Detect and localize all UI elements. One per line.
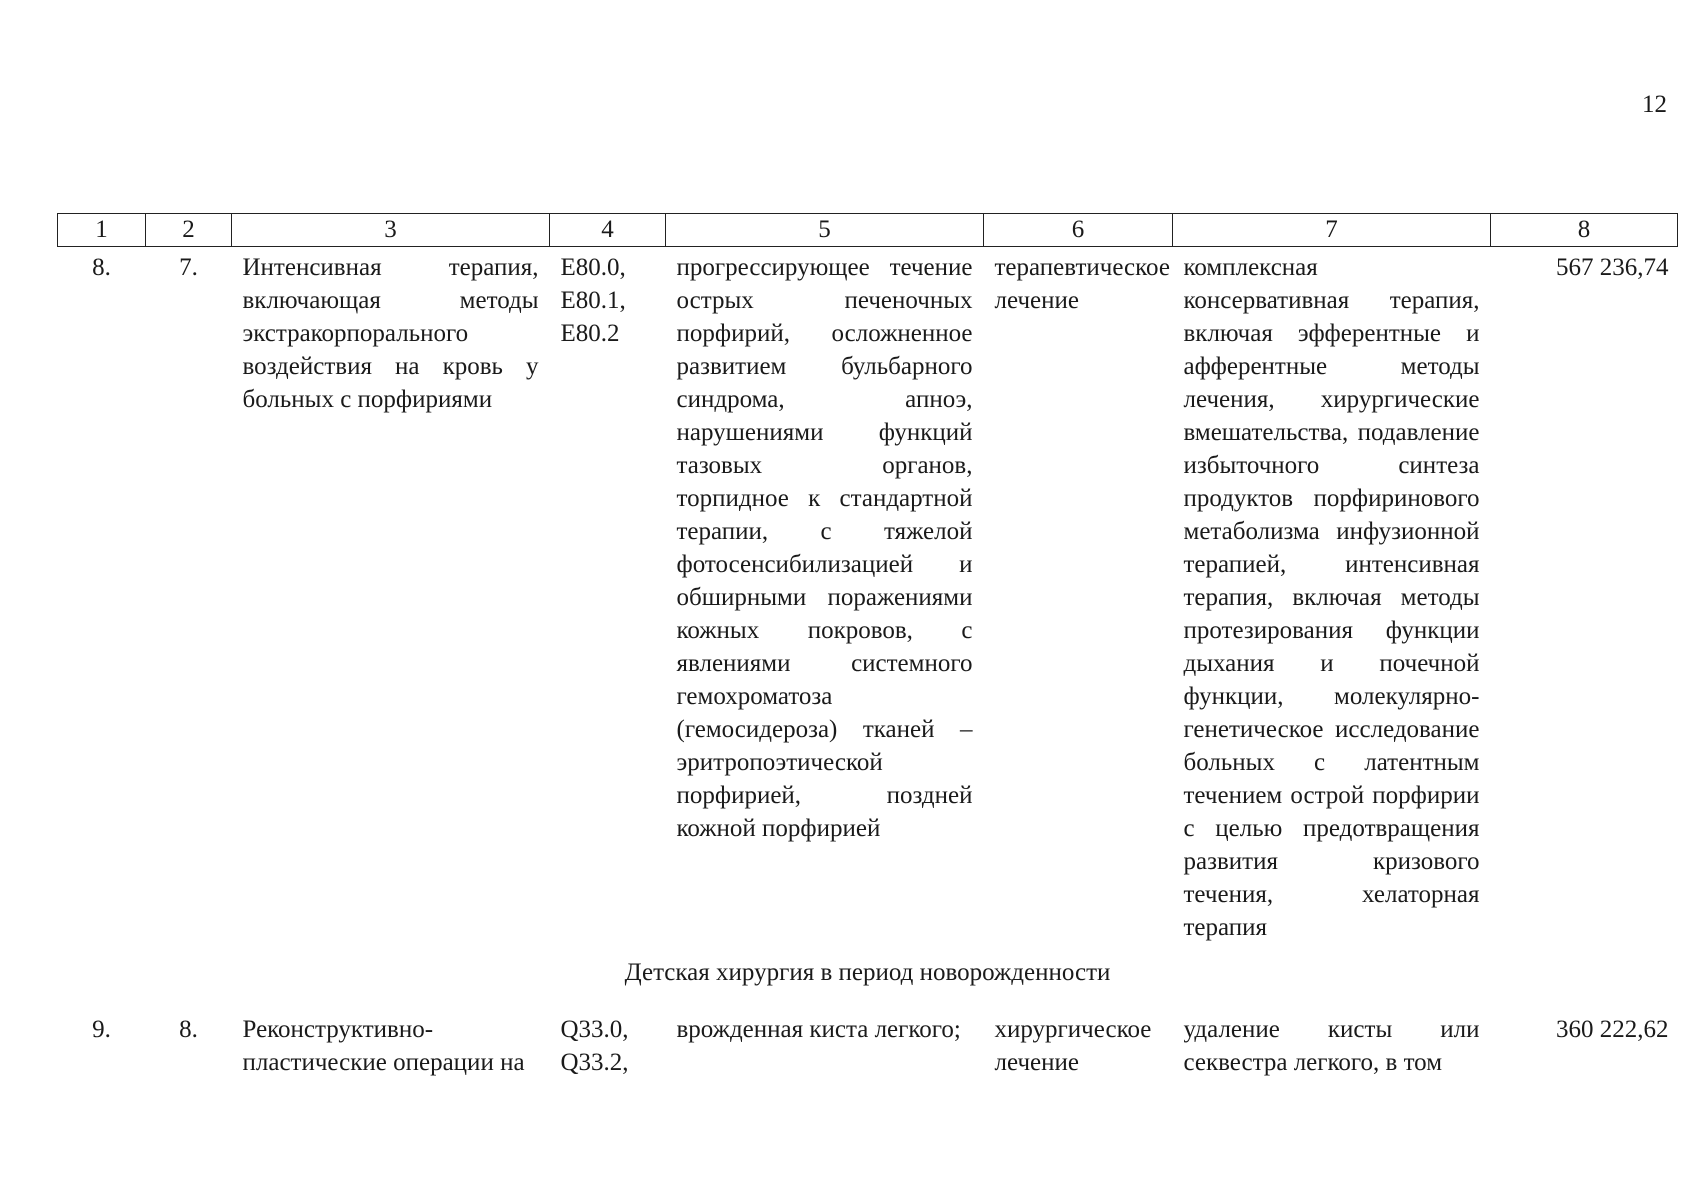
table-header (58, 214, 1678, 247)
table-row (58, 247, 1678, 945)
header-col-7: 7 (1173, 214, 1491, 247)
icd-codes: Q33.0, Q33.2, (560, 1016, 629, 1076)
table-row (58, 1009, 1678, 1079)
price: 567 236,74 (1556, 254, 1669, 281)
care-type: Интенсивная терапия, включающая методы экстракорпорального воздействия на кровь у больных с порфириями (242, 254, 539, 413)
patient-model: прогрессирующее течение острых печеночных порфирий, осложненное развитием бульбарного синдрома, апноэ, нарушениями функций тазовых органов, торпидное к стандартной терапии, с тяжелой фотосенсибилизацией и обширными поражениями кожных покровов, с явлениями системного гемохроматоза (гемосидероза) тканей – эритропоэтической порфирией, поздней кожной порфирией (676, 254, 973, 842)
group-number: 7. (179, 254, 198, 281)
treatment-method: комплексная консервативная терапия, включая эфферентные и афферентные методы лечения, хирургические вмешательства, подавление избыточного синтеза продуктов порфиринового метаболизма инфузионной терапией, интенсивная терапия, включая методы протезирования функции дыхания и почечной функции, молекулярно-генетическое исследование больных с латентным течением острой порфирии с целью предотвращения развития кризового течения, хелаторная терапия (1183, 254, 1480, 941)
row-number: 9. (92, 1016, 111, 1043)
header-col-3: 3 (232, 214, 550, 247)
services-table (57, 213, 1678, 1079)
icd-codes: E80.0, E80.1, E80.2 (560, 254, 626, 347)
row-number: 8. (92, 254, 111, 281)
header-col-6: 6 (984, 214, 1173, 247)
header-col-5: 5 (666, 214, 984, 247)
patient-model: врожденная киста легкого; (676, 1016, 961, 1043)
header-col-2: 2 (146, 214, 232, 247)
section-row (58, 944, 1678, 1009)
group-number: 8. (179, 1016, 198, 1043)
treatment-type: терапевтическое лечение (994, 254, 1170, 314)
treatment-type: хирургическое лечение (994, 1016, 1152, 1076)
care-type: Реконструктивно-пластические операции на (242, 1016, 525, 1076)
header-col-4: 4 (550, 214, 666, 247)
price: 360 222,62 (1556, 1016, 1669, 1043)
treatment-method: удаление кисты или секвестра легкого, в том (1183, 1016, 1480, 1076)
header-col-1: 1 (58, 214, 146, 247)
header-row (58, 214, 1678, 247)
section-title: Детская хирургия в период новорожденности (624, 959, 1111, 986)
page-number: 12 (1642, 91, 1667, 118)
table-body (58, 247, 1678, 1080)
header-col-8: 8 (1491, 214, 1678, 247)
